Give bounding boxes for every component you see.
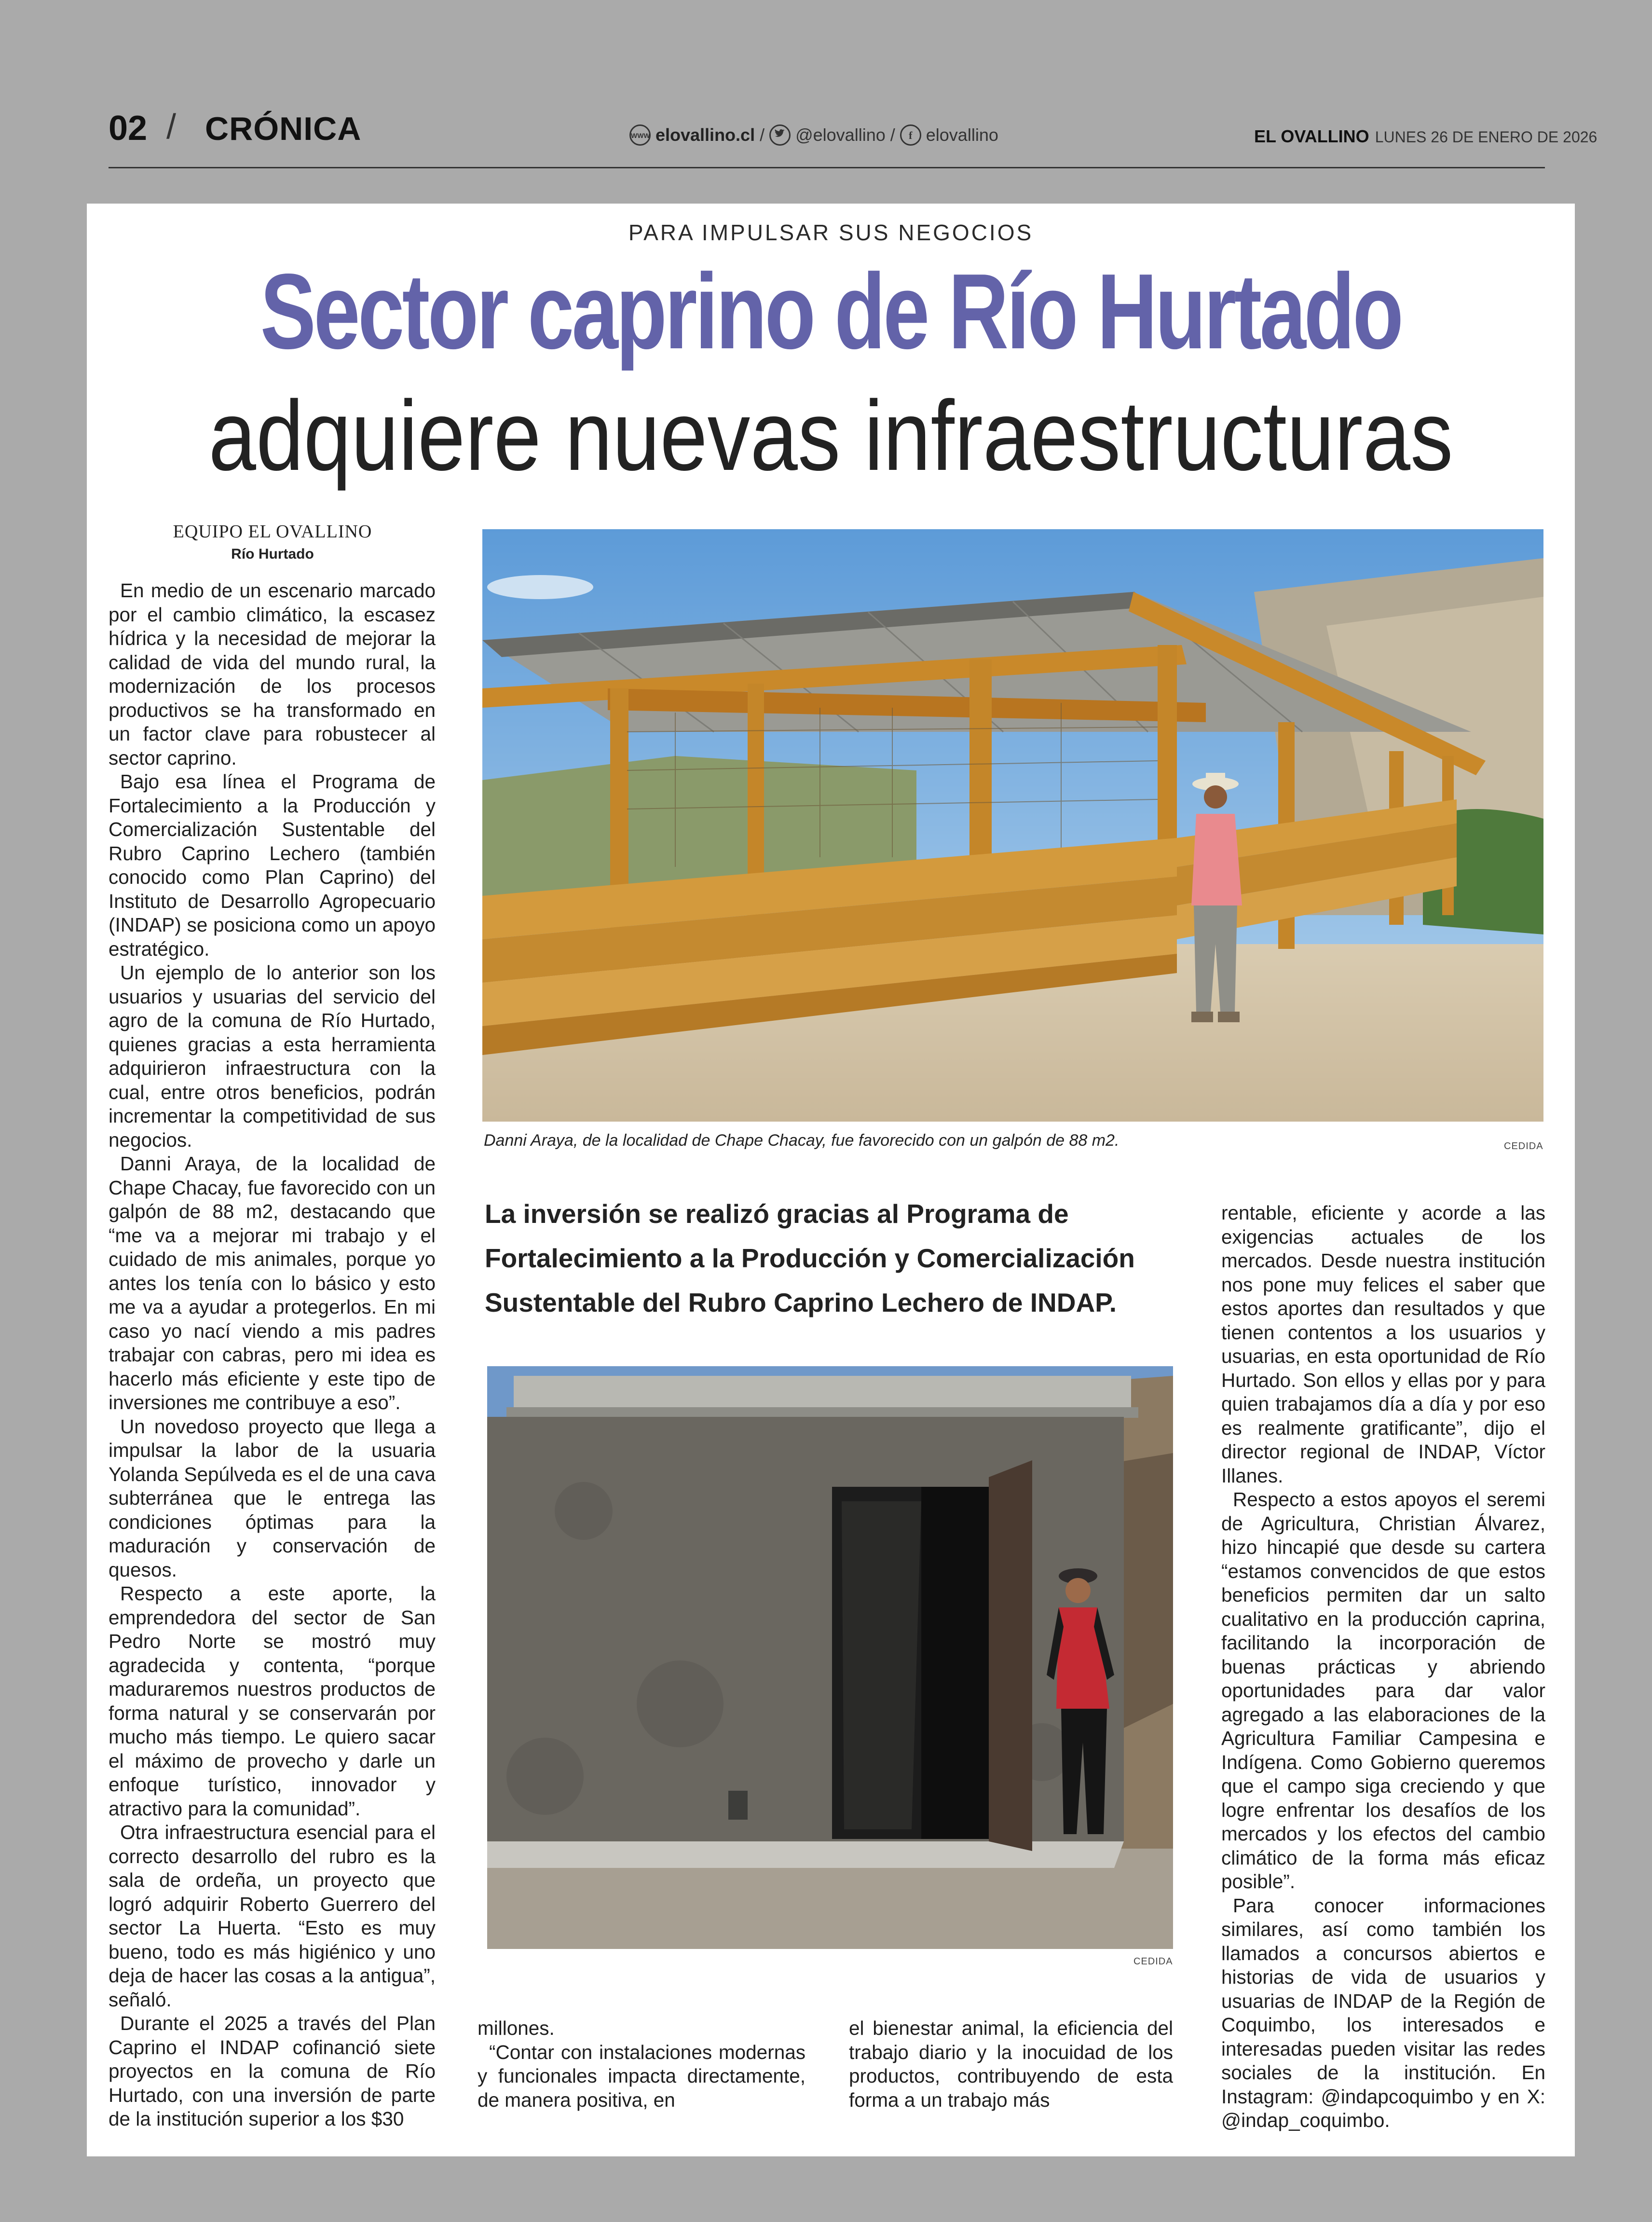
byline-location: Río Hurtado (231, 546, 314, 562)
paragraph: Para conocer informaciones similares, así como también los llamados a concursos abiertos e historias de vida de usuarios y usuarias de INDAP de la Región de Coquimbo, los interesados e interesadas pueden visitar las redes sociales de la institución. En Instagram: @indapcoquimbo y en X: @indap_coquimbo. (1221, 1894, 1545, 2131)
article-column-4 (1221, 1201, 1545, 2133)
paragraph: Un novedoso proyecto que llega a impulsar la labor de la usuaria Yolanda Sepúlveda es el de una cava subterránea que le entrega las condiciones óptimas para la maduración y conservación de quesos. (109, 1415, 436, 1581)
paragraph: “Contar con instalaciones modernas y funcionales impacta directamente, de manera positiva, en (478, 2041, 806, 2111)
headline-line-2: adquiere nuevas infraestructuras (208, 380, 1453, 491)
issue-date: LUNES 26 DE ENERO DE 2026 (1375, 128, 1597, 146)
paragraph: Otra infraestructura esencial para el correcto desarrollo del rubro es la sala de ordeña, un proyecto que logró adquirir Roberto Guerrero del sector La Huerta. “Esto es muy bueno, todo es más higiénico y uno deja de hacer las cosas a la antigua”, señaló. (109, 1821, 436, 2011)
twitter-icon (769, 124, 791, 146)
section-name: CRÓNICA (205, 110, 362, 147)
paragraph: millones. (478, 2017, 555, 2039)
website-link[interactable]: elovallino.cl (655, 125, 755, 145)
facebook-icon: f (900, 124, 921, 146)
byline-author: EQUIPO EL OVALLINO (173, 521, 372, 542)
paper-name: EL OVALLINO (1254, 126, 1369, 146)
photo-1-caption: Danni Araya, de la localidad de Chape Chacay, fue favorecido con un galpón de 88 m2. (484, 1131, 1120, 1150)
facebook-handle[interactable]: elovallino (926, 125, 998, 145)
paragraph: Un ejemplo de lo anterior son los usuarios y usuarias del servicio del agro de la comuna de Río Hurtado, quienes gracias a esta herramienta adquirieron infraestructura con la cual, entre otros beneficios, podrán incrementar la competitividad de sus negocios. (109, 961, 436, 1151)
header-social-links: WWW elovallino.cl / @elovallino / f elovallino (629, 124, 998, 146)
photo-cheese-cellar (487, 1366, 1173, 1949)
header-divider: / (166, 108, 177, 146)
paragraph: Bajo esa línea el Programa de Fortalecimiento a la Producción y Comercialización Sustentable del Rubro Caprino Lechero (también conocido como Plan Caprino) del Instituto de Desarrollo Agropecuario (INDAP) se posiciona como un apoyo estratégico. (109, 770, 436, 960)
header-rule (109, 167, 1545, 168)
masthead-date (1254, 126, 1597, 147)
paragraph: Danni Araya, de la localidad de Chape Chacay, fue favorecido con un galpón de 88 m2, destacando que “me va a mejorar mi trabajo y el cuidado de mis animales, porque yo antes los tenía con lo básico y esto me va a ayudar a protegerlos. En mi caso yo nací viendo a mis padres trabajar con cabras, pero mi idea es hacerlo más eficiente y este tipo de inversiones me contribuye a eso”. (109, 1152, 436, 1413)
twitter-handle[interactable]: @elovallino (795, 125, 886, 145)
headline-line-1: Sector caprino de Río Hurtado (260, 252, 1402, 371)
page-number: 02 (109, 109, 148, 148)
photo-2-credit: CEDIDA (1133, 1956, 1173, 1967)
pull-quote: La inversión se realizó gracias al Programa de Fortalecimiento a la Producción y Comercialización Sustentable del Rubro Caprino Lechero de INDAP. (485, 1199, 1135, 1317)
paragraph: el bienestar animal, la eficiencia del trabajo diario y la inocuidad de los productos, contribuyendo de esta forma a un trabajo más (849, 2017, 1173, 2111)
photo-1-credit: CEDIDA (1504, 1141, 1543, 1152)
paragraph: En medio de un escenario marcado por el cambio climático, la escasez hídrica y la necesidad de mejorar la calidad de vida del mundo rural, la modernización de los procesos productivos se ha transformado en un factor clave para robustecer al sector caprino. (109, 579, 436, 769)
paragraph: Respecto a estos apoyos el seremi de Agricultura, Christian Álvarez, hizo hincapié que desde su cartera “estamos convencidos de que estos beneficios permiten dar un salto cualitativo en la producción caprina, facilitando la incorporación de buenas prácticas y abriendo oportunidades para dar valor agregado a las elaboraciones de la Agricultura Familiar Campesina e Indígena. Como Gobierno queremos que el campo siga creciendo y que logre enfrentar los desafíos de los mercados y los efectos del cambio climático de la forma más eficaz posible”. (1221, 1488, 1545, 1893)
article-column-3 (849, 2016, 1173, 2112)
article-column-1 (109, 579, 436, 2131)
article-column-2 (478, 2016, 806, 2112)
paragraph: Respecto a este aporte, la emprendedora del sector de San Pedro Norte se mostró muy agradecida y contenta, “porque maduraremos nuestros productos de forma natural y se conservarán por mucho más tiempo. Le quiero sacar el máximo de provecho y darle un enfoque turístico, innovador y atractivo para la comunidad”. (109, 1582, 436, 1820)
photo-goat-shed (482, 529, 1543, 1122)
article-kicker: PARA IMPULSAR SUS NEGOCIOS (628, 220, 1034, 245)
paragraph: Durante el 2025 a través del Plan Caprino el INDAP cofinanció siete proyectos en la comuna de Río Hurtado, con una inversión de parte de la institución superior a los $30 (109, 2012, 436, 2130)
globe-icon: WWW (629, 124, 651, 146)
paragraph: rentable, eficiente y acorde a las exigencias actuales de los mercados. Desde nuestra institución nos pone muy felices el saber que estos aportes dan resultados y que tienen contentos a los usuarios y usuarias, en esta oportunidad de Río Hurtado. Son ellos y ellas por y para quien trabajamos día a día y por eso es realmente gratificante”, dijo el director regional de INDAP, Víctor Illanes. (1221, 1202, 1545, 1487)
